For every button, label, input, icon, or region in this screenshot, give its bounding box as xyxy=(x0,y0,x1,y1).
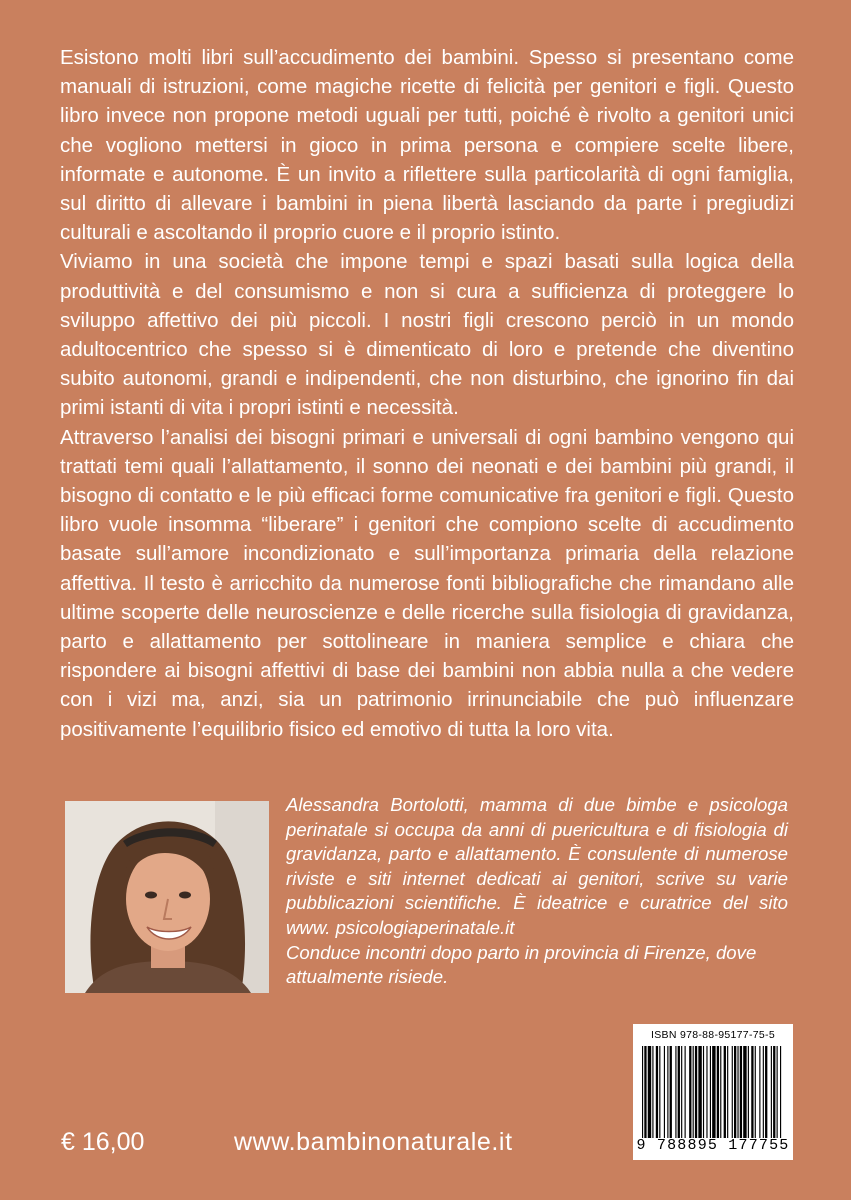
barcode-bar xyxy=(706,1046,707,1138)
barcode-bar xyxy=(751,1046,753,1138)
barcode-bar xyxy=(777,1046,778,1138)
author-portrait-illustration xyxy=(65,801,269,993)
barcode-bar xyxy=(664,1046,665,1138)
barcode-bar xyxy=(717,1046,719,1138)
barcode-bar xyxy=(780,1046,781,1138)
barcode-bar xyxy=(743,1046,746,1138)
barcode-bar xyxy=(689,1046,691,1138)
author-bio-text: Alessandra Bortolotti, mamma di due bimbe e psicologa perinatale si occupa da anni di puericultura e di fisiologia di gravidanza, parto e allattamento. È consulente di numerose riviste e siti internet dedicati ai genitori, scrive su varie pubblicazioni scientifiche. È ideatrice e curatrice del sito www. psicologiaperinatale.it xyxy=(286,794,788,938)
barcode-bar xyxy=(698,1046,701,1138)
author-photo xyxy=(65,801,269,993)
price-label: € 16,00 xyxy=(61,1128,145,1156)
barcode-bar xyxy=(737,1046,738,1138)
isbn-barcode-box xyxy=(633,1024,793,1160)
barcode-bar xyxy=(667,1046,668,1138)
barcode-bar xyxy=(693,1046,694,1138)
barcode-bar xyxy=(765,1046,767,1138)
barcode-bar xyxy=(644,1046,646,1138)
barcode-bar xyxy=(652,1046,653,1138)
barcode-bar xyxy=(727,1046,728,1138)
barcode-bar xyxy=(748,1046,749,1138)
barcode-bar xyxy=(695,1046,697,1138)
barcode-bar xyxy=(740,1046,742,1138)
barcode-bar xyxy=(703,1046,704,1138)
barcode-bar xyxy=(732,1046,733,1138)
barcode-bar xyxy=(773,1046,775,1138)
barcode-bar xyxy=(724,1046,726,1138)
barcode-bar xyxy=(759,1046,760,1138)
barcode-bar xyxy=(734,1046,736,1138)
barcode-bar xyxy=(675,1046,676,1138)
barcode-bar xyxy=(763,1046,764,1138)
blurb-paragraph-2: Viviamo in una società che impone tempi e spazi basati sulla logica della produttività e del consumismo e non si cura a sufficienza di proteggere lo sviluppo affettivo dei più piccoli. I nostri figli crescono perciò in un mondo adultocentrico che spesso si è dimenticato di loro e pretende che diventino subito autonomi, grandi e indipendenti, che non disturbino, che ignorino fin dai primi istanti di vita i propri istinti e necessità. xyxy=(60,250,794,420)
barcode-bar xyxy=(771,1046,772,1138)
blurb-paragraph-3: Attraverso l’analisi dei bisogni primari e universali di ogni bambino vengono qui trattati temi quali l’allattamento, il sonno dei neonati e dei bambini più grandi, il bisogno di contatto e le più efficaci forme comunicative fra genitori e figli. Questo libro vuole insomma “liberare” i genitori che compiono scelte di accudimento basate sull’amore incondizionato e sull’importanza primaria della relazione affettiva. Il testo è arricchito da numerose fonti bibliografiche che rimandano alle ultime scoperte delle neuroscienze e delle ricerche sulla fisiologia di gravidanza, parto e allattamento per sottolineare in maniera semplice e chiara che rispondere ai bisogni affettivi di base dei bambini non abbia nulla a che vedere con i vizi ma, anzi, sia un patrimonio irrinunciabile che può influenzare positivamente l’equilibrio fisico ed emotivo di tutta la loro vita. xyxy=(60,425,794,741)
barcode-bar xyxy=(642,1046,643,1138)
website-link[interactable]: www.bambinonaturale.it xyxy=(234,1128,513,1156)
author-bio-extra: Conduce incontri dopo parto in provincia di Firenze, dove attualmente risiede. xyxy=(286,941,757,988)
barcode-bar xyxy=(678,1046,680,1138)
barcode-bar xyxy=(755,1046,756,1138)
barcode-bar xyxy=(720,1046,721,1138)
isbn-label: ISBN 978-88-95177-75-5 xyxy=(651,1029,775,1041)
barcode-bar xyxy=(685,1046,686,1138)
blurb-paragraph-1: Esistono molti libri sull’accudimento dei bambini. Spesso si presentano come manuali di istruzioni, come magiche ricette di felicità per genitori e figli. Questo libro invece non propone metodi uguali per tutti, poiché è rivolto a genitori unici che vogliono mettersi in gioco in prima persona e compiere scelte libere, informate e autonome. È un invito a riflettere sulla particolarità di ogni famiglia, sul diritto di allevare i bambini in piena libertà lasciando da parte i pregiudizi culturali e ascoltando il proprio cuore e il proprio istinto. xyxy=(60,46,794,245)
barcode-bar xyxy=(648,1046,651,1138)
barcode-icon xyxy=(640,1046,786,1138)
barcode-bar xyxy=(659,1046,660,1138)
barcode-bar xyxy=(670,1046,672,1138)
isbn-digits: 9 788895 177755 xyxy=(636,1137,790,1154)
barcode-bar xyxy=(710,1046,711,1138)
author-bio xyxy=(286,793,788,990)
barcode-bar xyxy=(681,1046,682,1138)
back-cover-blurb xyxy=(60,43,794,744)
barcode-bar xyxy=(712,1046,715,1138)
barcode-bar xyxy=(656,1046,658,1138)
